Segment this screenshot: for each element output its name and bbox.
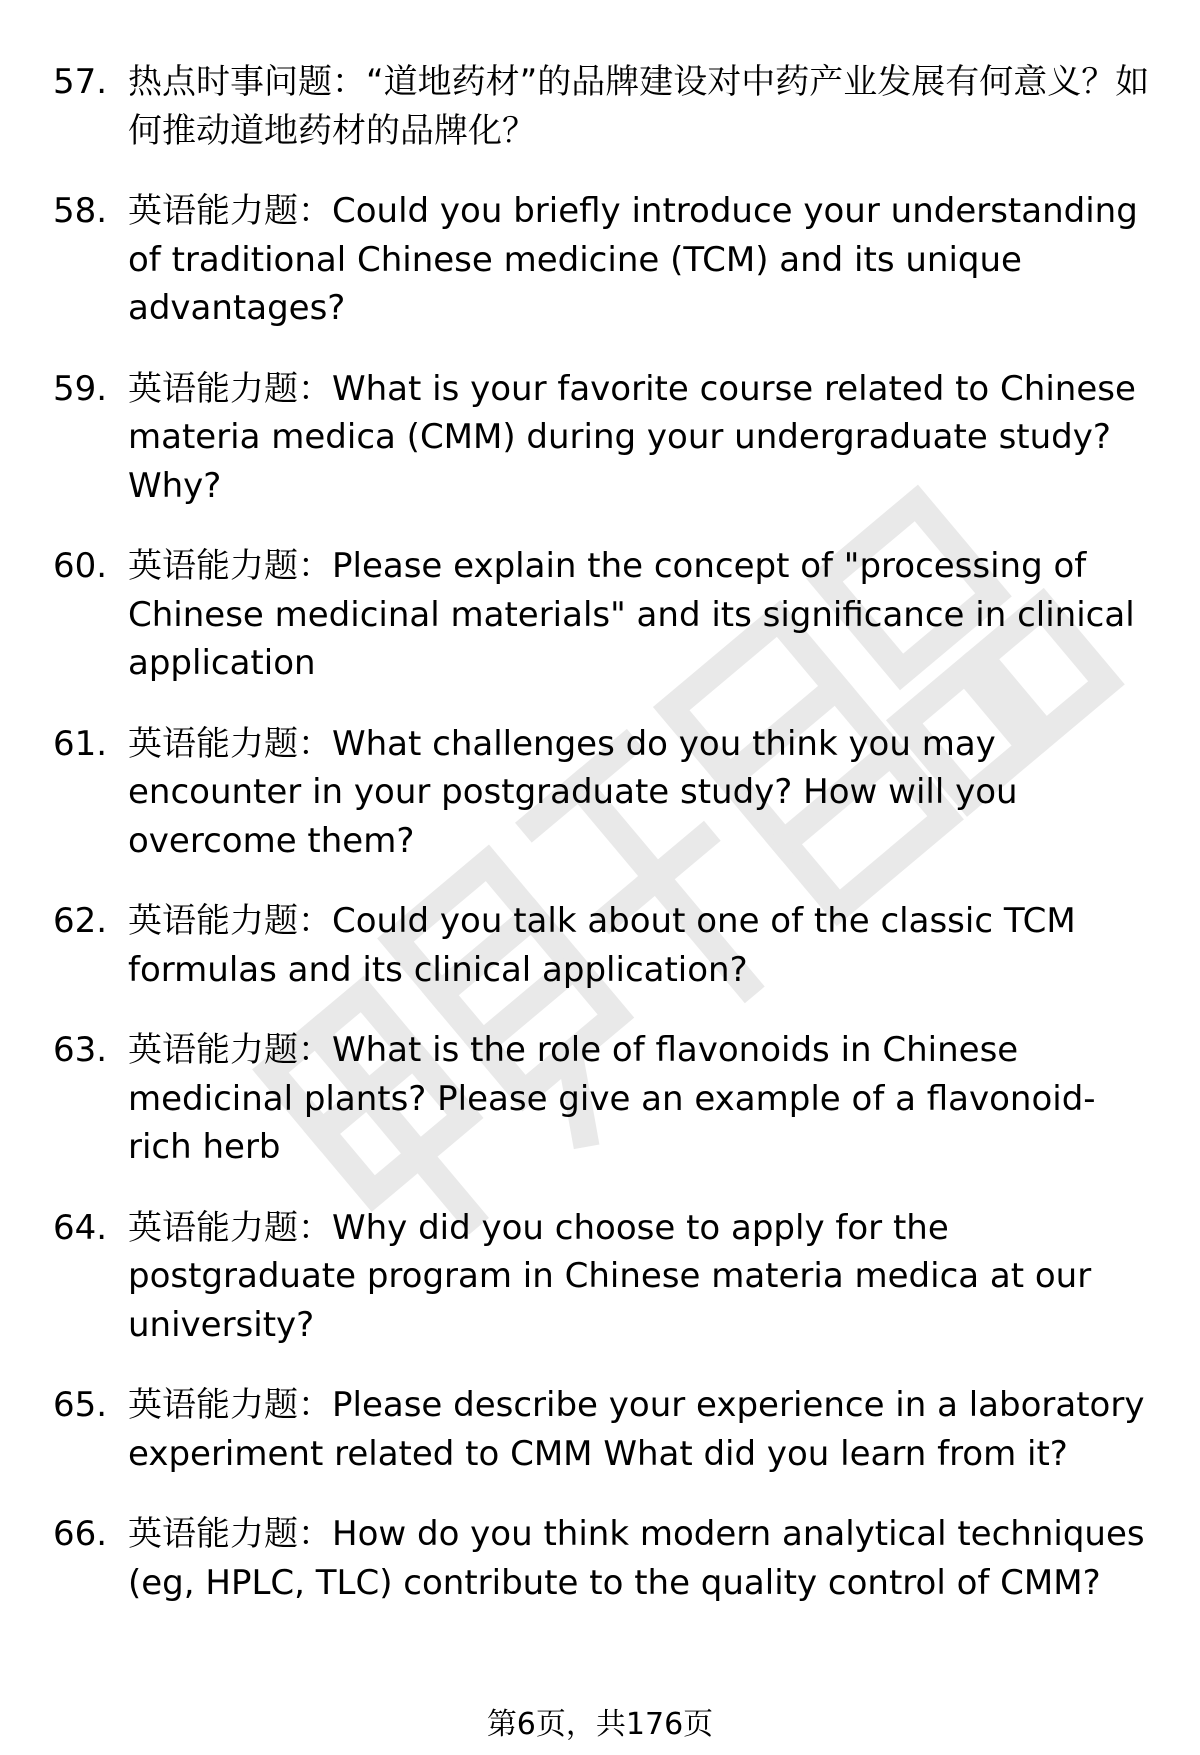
question-text: 英语能力题：Could you talk about one of the classic TCM formulas and its clinical application?	[128, 901, 1076, 990]
question-text: 英语能力题：What is the role of flavonoids in Chinese medicinal plants? Please give an example of a flavonoid-rich herb	[128, 1030, 1096, 1167]
question-item	[0, 720, 1200, 866]
question-number: 59.	[53, 368, 108, 409]
question-text: 英语能力题：Why did you choose to apply for the postgraduate program in Chinese materia medica at our university?	[128, 1207, 1092, 1345]
question-text: 英语能力题：How do you think modern analytical techniques (eg, HPLC, TLC) contribute to the quality control of CMM?	[128, 1514, 1145, 1603]
question-number: 62.	[53, 901, 108, 941]
question-item	[0, 1026, 1200, 1172]
question-number: 65.	[53, 1385, 108, 1425]
question-item	[0, 897, 1200, 994]
question-text: 英语能力题：What is your favorite course related to Chinese materia medica (CMM) during your undergraduate study? Why?	[128, 368, 1136, 506]
question-number: 58.	[53, 191, 108, 231]
question-number: 63.	[53, 1030, 108, 1070]
question-list	[0, 58, 1200, 1639]
question-item	[0, 187, 1200, 333]
question-item	[0, 58, 1200, 155]
page-footer: 第6页，共176页	[486, 1707, 714, 1742]
question-item	[0, 365, 1200, 511]
question-number: 66.	[53, 1514, 108, 1554]
question-item	[0, 1510, 1200, 1607]
question-item	[0, 1381, 1200, 1478]
question-number: 57.	[53, 62, 108, 102]
question-number: 61.	[53, 723, 108, 764]
question-text: 英语能力题：What challenges do you think you may encounter in your postgraduate study? How will you overcome them?	[128, 723, 1018, 861]
question-number: 64.	[53, 1207, 108, 1248]
question-item	[0, 1204, 1200, 1350]
question-number: 60.	[53, 546, 108, 586]
question-item	[0, 542, 1200, 688]
question-text: 英语能力题：Please explain the concept of "processing of Chinese medicinal materials" and its significance in clinical application	[128, 546, 1135, 683]
question-text: 英语能力题：Please describe your experience in a laboratory experiment related to CMM What did you learn from it?	[128, 1385, 1145, 1474]
question-text: 热点时事问题：“道地药材”的品牌建设对中药产业发展有何意义？如何推动道地药材的品牌化？	[128, 62, 1150, 151]
question-text: 英语能力题：Could you briefly introduce your understanding of traditional Chinese medicine (TCM) and its unique advantages?	[128, 191, 1138, 328]
